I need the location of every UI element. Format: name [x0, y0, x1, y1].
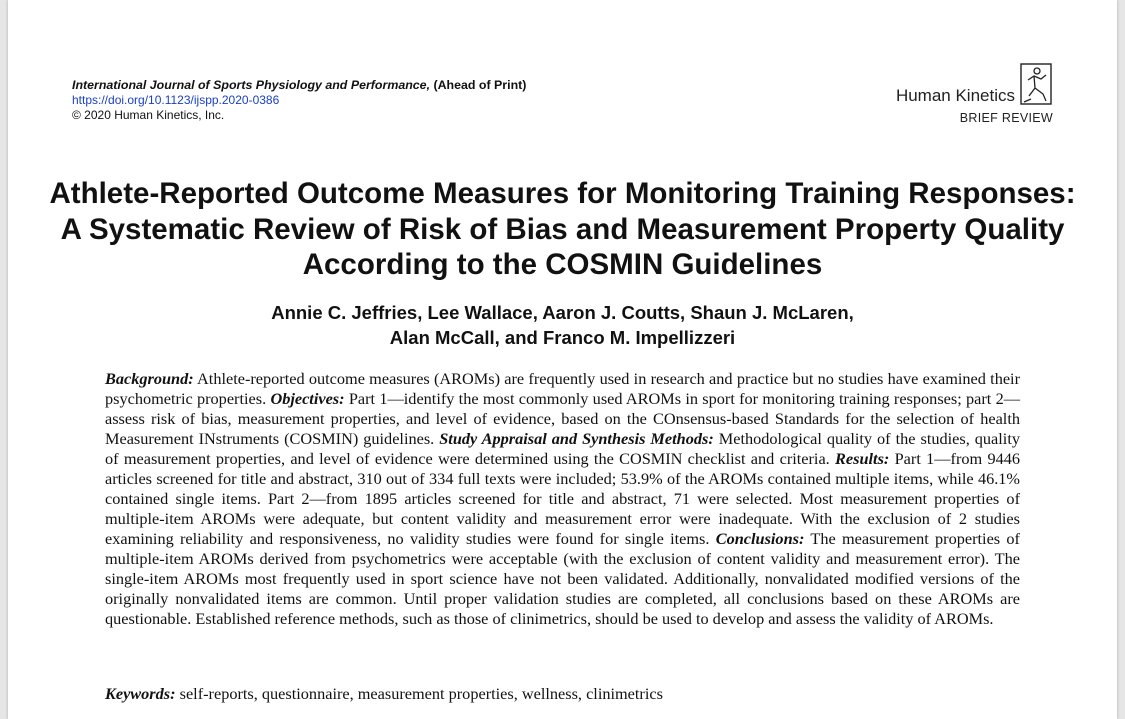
journal-status: (Ahead of Print)	[433, 78, 527, 92]
journal-name: International Journal of Sports Physiology and Performance,	[72, 78, 431, 92]
keywords-label: Keywords:	[105, 684, 176, 703]
abstract-label-conclusions: Conclusions:	[715, 529, 805, 548]
publisher-block	[853, 62, 1053, 128]
keywords-list: self-reports, questionnaire, measurement properties, wellness, clinimetrics	[179, 684, 663, 703]
abstract-label-methods: Study Appraisal and Synthesis Methods:	[439, 429, 714, 448]
article-title: Athlete-Reported Outcome Measures for Monitoring Training Responses: A Systematic Review of Risk of Bias and Measurement Property Quality According to the COSMIN Guidelines	[49, 177, 1076, 281]
journal-header	[72, 78, 526, 123]
doi-link[interactable]: https://doi.org/10.1123/ijspp.2020-0386	[72, 93, 280, 107]
abstract-results: Part 1—from 9446 articles screened for title and abstract, 310 out of 334 full texts were included; 53.9% of the AROMs contained multiple items, while 46.1% contained single items. Part 2—from 1895 articles screened for title and abstract, 71 were selected. Most measurement properties of multiple-item AROMs were adequate, but content validity and measurement error were inadequate. With the exclusion of 2 studies examining reliability and responsiveness, no validity studies were found for single items.	[105, 449, 1021, 548]
journal-citation	[72, 78, 526, 93]
abstract-label-objectives: Objectives:	[270, 389, 345, 408]
copyright-notice: © 2020 Human Kinetics, Inc.	[72, 108, 225, 122]
abstract-objectives: Part 1—identify the most commonly used AROMs in sport for monitoring training responses; part 2—assess risk of bias, measurement properties, and level of evidence, based on the COnsensus-based Standards for the selection of health Measurement INstruments (COSMIN) guidelines.	[105, 389, 1021, 448]
abstract-background: Athlete-reported outcome measures (AROMs) are frequently used in research and practice but no studies have examined their psychometric properties.	[105, 369, 1021, 408]
publisher-name: Human Kinetics	[895, 86, 1015, 105]
abstract	[105, 369, 1020, 629]
author-line: Alan McCall, and Franco M. Impellizzeri	[389, 327, 736, 348]
abstract-label-background: Background:	[105, 369, 194, 388]
article-type: BRIEF REVIEW	[959, 111, 1053, 125]
author-list	[48, 300, 1077, 350]
human-kinetics-logo-icon	[1019, 62, 1053, 106]
keywords	[105, 684, 1020, 704]
abstract-methods: Methodological quality of the studies, quality of measurement properties, and level of evidence were determined using the COSMIN checklist and criteria.	[105, 429, 1020, 468]
document-page	[8, 0, 1117, 719]
abstract-label-results: Results:	[835, 449, 890, 468]
abstract-conclusions: The measurement properties of multiple-item AROMs derived from psychometrics were acceptable (with the exclusion of content validity and measurement error). The single-item AROMs most frequently used in sport science have not been validated. Additionally, nonvalidated modified versions of the originally nonvalidated items are common. Until proper validation studies are completed, all conclusions based on these AROMs are questionable. Established reference methods, such as those of clinimetrics, should be used to develop and assess the validity of AROMs.	[105, 529, 1020, 628]
author-line: Annie C. Jeffries, Lee Wallace, Aaron J. Coutts, Shaun J. McLaren,	[271, 302, 854, 323]
